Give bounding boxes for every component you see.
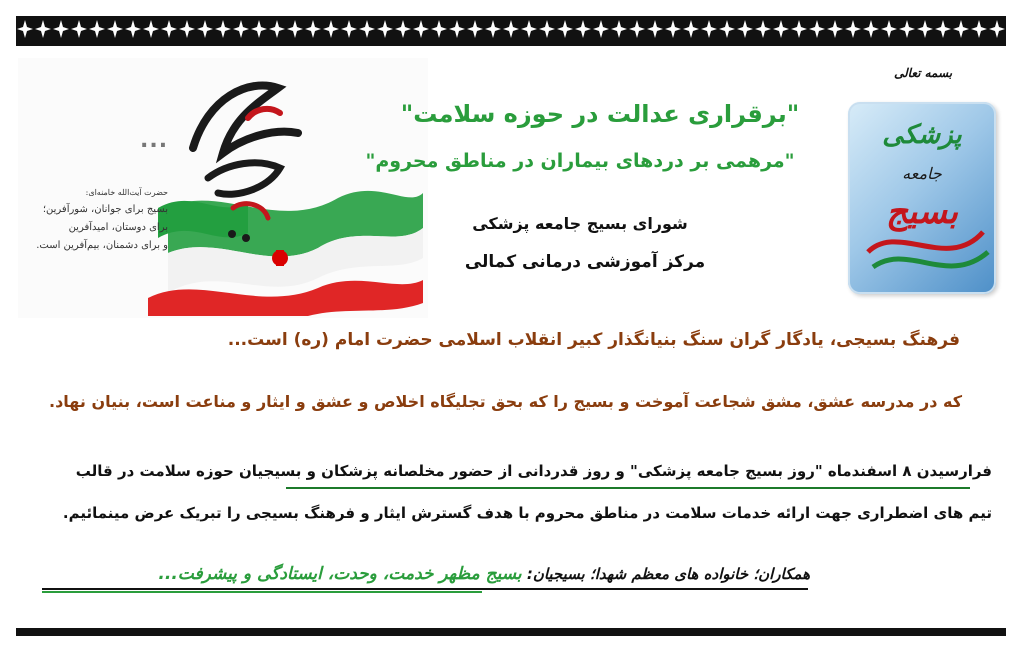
heading-justice: "برقراری عدالت در حوزه سلامت": [400, 100, 800, 128]
basij-medical-logo: [848, 102, 996, 294]
paragraph-school-of-love: که در مدرسه عشق، مشق شجاعت آموخت و بسیج را که بحق تجلیگاه اخلاص و عشق و ایثار و مناعت است، بنیان نهاد.: [49, 392, 962, 411]
quote-line-3: و برای دشمنان، بیم‌آفرین است.: [36, 240, 168, 251]
occasion-underline: [286, 487, 970, 489]
bottom-divider: [16, 628, 1006, 636]
banner-ellipsis: ...: [140, 128, 169, 153]
quote-line-2: برای دوستان، امیدآفرین: [68, 222, 168, 233]
decorative-top-border: [16, 16, 1006, 42]
leader-quote: [18, 188, 168, 255]
heading-remedy: "مرهمی بر دردهای بیماران در مناطق محروم": [365, 150, 795, 172]
basmala: بسمه تعالی: [894, 66, 953, 80]
quote-line-1: بسیج برای جوانان، شورآفرین؛: [42, 204, 168, 215]
heading-council: شورای بسیج جامعه پزشکی: [472, 214, 688, 233]
closing-slogan: بسیج مظهر خدمت، وحدت، ایستادگی و پیشرفت...: [158, 564, 522, 584]
slogan-underline-green: [42, 591, 482, 593]
banner-calligraphy-text: [218, 128, 261, 139]
logo-text-bottom: بسیج: [885, 192, 958, 232]
closing-slogan-line: [40, 564, 810, 584]
logo-text-mid: جامعه: [902, 164, 942, 183]
closing-prefix: همکاران؛ خانواده های معظم شهدا؛ بسیجیان:: [521, 565, 810, 583]
logo-text-top: پزشکی: [882, 120, 962, 150]
top-divider: [16, 42, 1006, 46]
slogan-underline-black: [42, 588, 808, 590]
quote-author: حضرت آیت‌الله خامنه‌ای:: [85, 188, 168, 197]
paragraph-occasion-line-2: تیم های اضطراری جهت ارائه خدمات سلامت در مناطق محروم با هدف گسترش ایثار و فرهنگ بسیجی را تبریک عرض مینمائیم.: [62, 504, 992, 522]
paragraph-occasion-line-1: فرارسیدن ۸ اسفندماه "روز بسیج جامعه پزشکی" و روز قدردانی از حضور مخلصانه پزشکان و بسیجیان حوزه سلامت در قالب: [75, 462, 992, 480]
paragraph-basij-culture: فرهنگ بسیجی، یادگار گران سنگ بنیانگذار کبیر انقلاب اسلامی حضرت امام (ره) است...: [227, 330, 960, 350]
heading-center: مرکز آموزشی درمانی کمالی: [464, 252, 706, 272]
